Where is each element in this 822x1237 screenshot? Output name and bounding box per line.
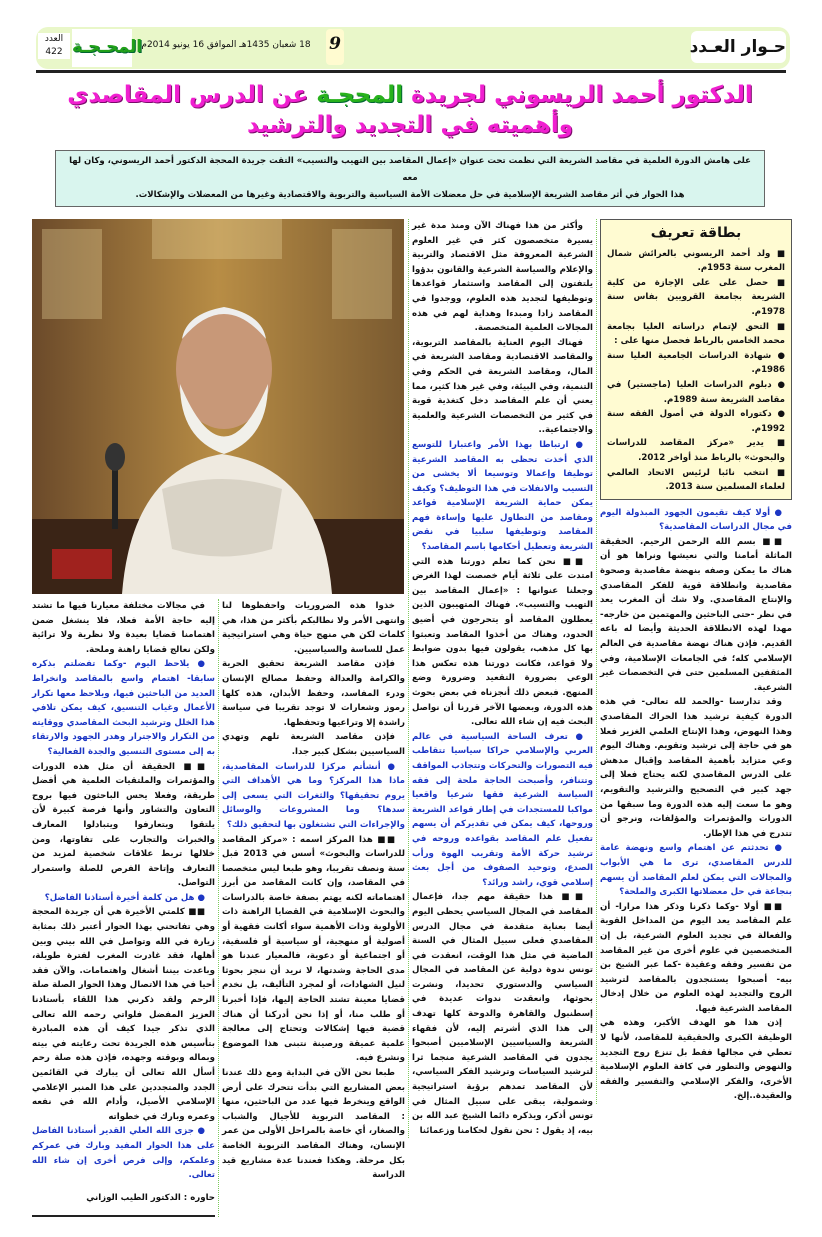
- interview-answer: ■■ هذا حقيقة مهم جدا، فإعمال المقاصد في المجال السياسي يحظى اليوم أيضا بعناية متقدمة في مجال الدرس المقاصدي فعلى سبيل المثال في السنة الماضية في مثل هذا الوقت، انعقدت في تونس ندوة دولية عن المقاصد في المجال السياسي والدستوري تحديدا، ونشرت بحوثها، وانعقدت ندوات عديدة في إسطنبول والقاهرة والدوحة كلها تهدف إلى هذا الذي أشرتم إليه، لأن فقهاء الشريعة والسياسيين الإسلاميين أصبحوا يجدون في المقاصد الشرعية منجما ثرا لترشيد السياسات وترشيد الفكر السياسي، لأن المقاصد تمدهم برؤية استراتيجية وشمولية، يبقى على سبيل المثال في تونس أذكر، ويذكره دائما الشيخ عبد الله بن بيه، إذ يقول : نحن نقول لحكامنا وزعمائنا: [412, 892, 593, 1136]
- interview-question: ● تحدثتم عن اهتمام واسع ونهضة عامة للدرس المقاصدي، ترى ما هي الأبواب والمجالات التي يمكن لعلم المقاصد أن يسهم بنجاعة في حل معضلاتها الكبرى والملحة؟: [600, 843, 792, 898]
- interview-answer: فهناك اليوم العناية بالمقاصد التربوية، والمقاصد الاقتصادية ومقاصد الشريعة في المال، ومقاصد الشريعة في الحكم وفي التنمية، وفي البيئة، وفي غير هذا كثير، مما يعني أن علم المقاصد دخل كتغذية قوية في كثير من التخصصات الشرعية والعلمية والاجتماعية..: [412, 337, 593, 436]
- interview-answer: ■■ هذا المركز اسمه : «مركز المقاصد للدراسات والبحوث» أسس في 2013 قبل سنة ونصف تقريبا، وهو طبعا ليس متخصصا في المقاصد، وإن كانت المقاصد من أبرز اهتماماته لكنه يهتم بصفة خاصة بالدراسات والبحوث الإسلامية في القضايا الراهنة ذات الأولوية وذات الأهمية سواء أكانت فقهية أو أصولية أو منهجية، أو سياسية أو فلسفية، أو اجتماعية أو دعوية، فالمعيار عندنا هو مدى الحاجة وشدتها، لا نريد أن ننجز بحوثا لنيل الشهادات، أو لمجرد التأليف، بل نخدم قضايا معينة تشتد الحاجة إليها، فإذا أخبرنا أو طلب منا، أو إذا نحن أدركنا أن هناك قضية فيها إشكالات وتحتاج إلى معالجة علمية عميقة ورصينة نتبنى هذا الموضوع ونشرع فيه.: [222, 834, 405, 1064]
- bio-item: ■ حصل على على الإجازة من كلية الشريعة بجامعة القرويين بفاس سنة 1978م.: [607, 277, 785, 317]
- issue-number: العدد 422: [38, 33, 70, 59]
- intro-line: هذا الحوار في أثر مقاصد الشريعة الإسلامية في حل معضلات الأمة السياسية والتربوية والاقتصادية وغيرها من المعضلات والإشكالات.: [135, 190, 685, 200]
- right-column: [596, 219, 792, 1104]
- lower-columns: [32, 599, 405, 1217]
- column-4-wrapper: [32, 599, 218, 1217]
- interview-question: ● تعرف الساحة السياسية في عالم العربي والإسلامي حراكا سياسيا تتقاطب فيه التصورات والتحركات وتتجاذب المواقف وتتنافر، وأصبحت الحاجة ملحة إلى فقه السياسة الشرعية فقها شرعيا واقعيا مواكبا للمستجدات في إطار قواعد الشريعة وروحها، كيف يمكن في تقديركم أن يسهم تفعيل علم المقاصد بقواعده وروحه في ترشيد حركة الأمة وتقريب الهوة ورأب الصدع، وتوحيد الصفوف من أجل بعث إسلامي قوي، راشد ورائد؟: [412, 731, 593, 888]
- interview-answer: ■■ الحقيقة أن مثل هذه الدورات والمؤتمرات والملتقيات العلمية هي أفضل طريقة، وفعلا يحس الباحثون فيها بروح التعاون والتشاور وأنها فرصة كبيرة لأن يلتقوا ويتعارفوا ويتبادلوا المعارف والخبرات والتجارب على تفاوتها، ومن خلالها تربط علاقات شخصية لمزيد من التعارف وإتاحة الفرص للصلة واستمرار التواصل.: [32, 761, 215, 889]
- bio-item: ● شهادة الدراسات الجامعية العليا سنة 1986م.: [607, 350, 785, 376]
- article-title: [28, 80, 792, 140]
- interviewer-signature: حاوره : الدكتور الطيب الوزاني: [86, 1192, 215, 1203]
- interview-answer: في مجالات مختلفة معيارنا فيها ما تشتد إليه حاجة الأمة فعلا، فلا ينشغل ضمن اهتمامنا قضايا بعيدة ولا نظرية ولا ترائية ولكن نعالج قضايا راهنة وملحة.: [32, 601, 215, 655]
- article-column-3: [218, 599, 405, 1217]
- left-area: [32, 219, 408, 1217]
- article-end-rule: [32, 1215, 215, 1217]
- interview-question: ● أولا كيف تقيمون الجهود المبذولة اليوم في مجال الدراسات المقاصدية؟: [600, 507, 792, 533]
- title-brand: المحجـة: [316, 82, 404, 108]
- issue-date: 18 شعبان 1435هـ الموافق 16 يونيو 2014م: [141, 40, 311, 50]
- interview-answer: وأكثر من هذا فهناك الآن ومنذ مدة غير يسيرة متخصصون كثر في غير العلوم الشرعية المعروفة مثل الاقتصاد والتربية والإعلام والسياسة الشرعية والقانون بدؤوا يلتفتون إلى المقاصد واستثمار قواعدها وتوظيفها لتجديد هذه العلوم، ووجدوا في المقاصد زادا ومبدءا وهداية لهم في هذه المجالات العلمية المتخصصة.: [412, 221, 593, 334]
- section-title: حـوار العـدد: [691, 31, 786, 63]
- interview-answer: ■■ نحن كما تعلم دورتنا هذه التي امتدت على ثلاثة أيام خصصت لهذا الغرض وجعلنا عنوانها : «إعمال المقاصد بين التهيب والتسيب». فهناك المتهيبون الذين يعطلون المقاصد أو يتحرجون في أضيق الحدود، وهناك من أخذوا المقاصد وتعبثوا بها كل مذهب، يقولون فيها بدون ضوابط ولا قواعد، فكانت دورتنا هذه تعكس هذا الوعي بضرورة التقعيد وضرورة وضع المنهج. فبعض ذلك أنجزناه في بعض بحوث هذه الدورة، وبعضها الآخر قررنا أن نواصل البحث فيه إن شاء الله تعالى.: [412, 556, 593, 728]
- bio-title: بطاقة تعريف: [650, 225, 742, 241]
- interview-answer: ■■ بسم الله الرحمن الرحيم. الحقيقة الماثلة أمامنا والتي نعيشها ونراها هو أن هناك ما يمكن وصفه بنهضة مقاصدية وصحوة مقاصدية وانطلاقة قوية للفكر المقاصدي والإنتاج المقاصدي. ولا شك أن المغرب يعد في نظر -حتى الباحثين والمهتمين من خارجه- مهدا لهذه الانطلاقة الحديثة وأيضا له باعه القديم. فإذن هناك نهضة مقاصدية في العالم الإسلامي كله؛ في الجامعات الإسلامية، وفي المثقفين المسلمين حتى في التخصصات غير الشرعية.: [600, 536, 792, 693]
- article-column-1: [600, 506, 792, 1104]
- bio-item: ● دكتوراه الدولة في أصول الفقه سنة 1992م.: [607, 409, 785, 434]
- bio-card: [600, 219, 792, 500]
- article-intro: [55, 150, 765, 207]
- interview-answer: خذوا هذه الضروريات واحفظوها لنا وانتهى الأمر ولا نطالبكم بأكثر من هذا، هي كلمات لكن هي منهج حياة وهي استراتيجية عمل للساسة والسياسيين.: [222, 601, 405, 655]
- interview-question: ● ارتباطا بهذا الأمر واعتبارا للتوسع الذي أخذت تحظى به المقاصد الشرعية توظيفا وإعمالا وتوسيعا ألا يخشى من التسيب والانفلات في هذا التوظيف؟ وكيف يمكن حماية الشريعة الإسلامية قواعد ومقاصد من التطاول عليها وإساءة فهم المقاصد وتوظيفها سلبيا في نقض الشريعة وتعطيل أحكامها باسم المقاصد؟: [412, 439, 593, 553]
- interview-answer: ■■ كلمتي الأخيرة هي أن جريدة المحجة وهي تفاتحني بهذا الحوار أعتبر ذلك بمثابة زيارة في الله وتواصل في الله بيني وبين أهلها، فقد غادرت المغرب لفترة طويلة، وباعدت بيننا أشغال واهتمامات. والآن فقد أحيا في هذا الاتصال وهذا الحوار الصلة صلة الرحم ولقد ذكرني هذا اللقاء بأستاذنا العزيز المفضل فلواتي رحمه الله تعالى الذي تذكر جيدا كيف أن هذه المبادرة بتأسيس هذه الجريدة تحت رعايته في بيته وبماله وبوقته وجهده، فإذن هذه صلة رحم أسأل الله تعالى أن يبارك في القائمين الجدد والمتجددين على هذا المنبر الإعلامي الإسلامي الأصيل، وأدام الله في نفعه وعمره وبارك في خطواته: [32, 907, 215, 1122]
- newspaper-logo: المحـجـة: [72, 29, 132, 67]
- title-part2: عن الدرس المقاصدي وأهميته في التجديد والترشيد: [67, 82, 574, 138]
- article-column-2: [408, 219, 596, 1138]
- article-column-4: [32, 599, 215, 1205]
- bio-item: ■ التحق لإتمام دراساته العليا بجامعة محمد الخامس بالرباط فحصل منها على :: [607, 321, 785, 347]
- interview-answer: فإذن مقاصد الشريعة تحقيق الحرية والكرامة والعدالة وحفظ مصالح الإنسان ودرء المفاسد، وحفظ الأبدان، هذه كلها رموز وشعارات لا توجد تقريبا في سياسة راشدة إلا وتراعيها وتحفظها.: [222, 659, 405, 728]
- title-part1: الدكتور أحمد الريسوني لجريدة: [411, 82, 753, 108]
- intro-line: على هامش الدورة العلمية في مقاصد الشريعة التي نظمت تحت عنوان «إعمال المقاصد بين التهيب والتسيب» التقت جريدة المحجة الدكتور أحمد الريسوني، وكان لها معه: [69, 156, 751, 183]
- interview-question: ● أنشأتم مركزا للدراسات المقاصدية، ماذا هذا المركز؟ وما هي الأهداف التي يروم تحقيقها؟ والثغرات التي يسعى إلى سدها؟ وما المشروعات والوسائل والإجراءات التي تشتغلون بها لتحقيق ذلك؟: [222, 761, 405, 830]
- interview-answer: فإذن مقاصد الشريعة تلهم وتهدي السياسيين بشكل كبير جدا.: [222, 732, 405, 757]
- interview-answer: إذن هذا هو الهدف الأكبر، وهذه هي الوظيفة الكبرى والحقيقية للمقاصد، لأنها لا تعطي في مجالها فقط بل تنزع روح التجديد والنهوض والتطور في كافة العلوم الإسلامية الأخرى، والفكر الإسلامي والتفسير والفقه والعقيدة..إلخ.: [600, 1018, 792, 1102]
- interview-question: ● جزى الله العلي القدير أستاذنا الفاضل على هذا الحوار المفيد وبارك في عمركم وعلمكم، وإلى فرص أخرى إن شاء الله تعالى.: [32, 1126, 215, 1181]
- interview-question: ● يلاحظ اليوم -وكما تفضلتم بذكره سابقا- اهتمام واسع بالمقاصد وانخراط العديد من الباحثين فيها، ويلاحظ معها تكرار الأعمال وغياب التنسيق، كيف يمكن تلافي هذا الخلل وترشيد البحث المقاصدي ووقايته من التكرار والاجترار وهدر الجهود والارتقاء به إلى مستوى التنسيق والجدة الفعالية؟: [32, 659, 215, 757]
- bio-item: ● دبلوم الدراسات العليا (ماجستير) في مقاصد الشريعة سنة 1989م.: [607, 379, 785, 405]
- interviewee-photo: [32, 219, 404, 594]
- bio-item: ■ ولد أحمد الريسوني بالعرائش شمال المغرب سنة 1953م.: [607, 248, 785, 274]
- interview-answer: ■■ أولا -وكما ذكرنا وذكر هذا مرارا- أن علم المقاصد يعد اليوم من المداخل القوية والفعالة في تجديد العلوم الشرعية، بل إن المتخصصين في علوم أخرى من غير المقاصد من تفسير وفقه وعقيدة -كما عبر الشيخ بن بيه- أصبحوا يستنجدون بالمقاصد لترشيد الروح والتجديد لهذه العلوم من خلال إدخال المقاصد الشرعية فيها.: [600, 901, 792, 1014]
- bio-item: ■ يدير «مركز المقاصد للدراسات والبحوث» بالرباط منذ أواخر 2012.: [607, 438, 785, 463]
- interview-answer: وقد تدارسنا -والحمد لله تعالى- في هذه الدورة كيفية ترشيد هذا الحراك المقاصدي وهذا النهوض، وهذا الإنتاج العلمي الغزير فعلا هو في حاجة إلى ترشيد وتقويم. وهناك اليوم وعي متزايد بأهمية المقاصد وإقبال مدهش على الدرس المقاصدي لكنه يحتاج فعلا إلى جهد كبير في التصحيح والترشيد والتقويم، وهو ما سعت إليه هذه الدورة وما سبقها من الدورات والمؤتمرات والمؤلفات، ونرجو أن تتدرج في هذا الإطار.: [600, 697, 792, 839]
- interview-question: ● هل من كلمة أخيرة أستاذنا الفاضل؟: [44, 892, 205, 903]
- page-number: 9: [326, 29, 344, 65]
- interview-answer: طبعا نحن الآن في البداية ومع ذلك عندنا بعض المشاريع التي بدأت تتحرك على أرض الواقع وينخرط فيها عدد من الباحثين، منها : المقاصد التربوية للأجيال والشباب والصغار، أي خاصة بالمراحل الأولى من عمر الإنسان، وهناك المقاصد التربوية الخاصة بكل مرحلة. وهكذا فعندنا عدة مشاريع قيد الدراسة: [222, 1068, 405, 1181]
- article-columns: [28, 219, 792, 1217]
- bio-item: ■ انتخب نائبا لرئيس الاتحاد العالمي لعلماء المسلمين سنة 2013.: [607, 467, 785, 493]
